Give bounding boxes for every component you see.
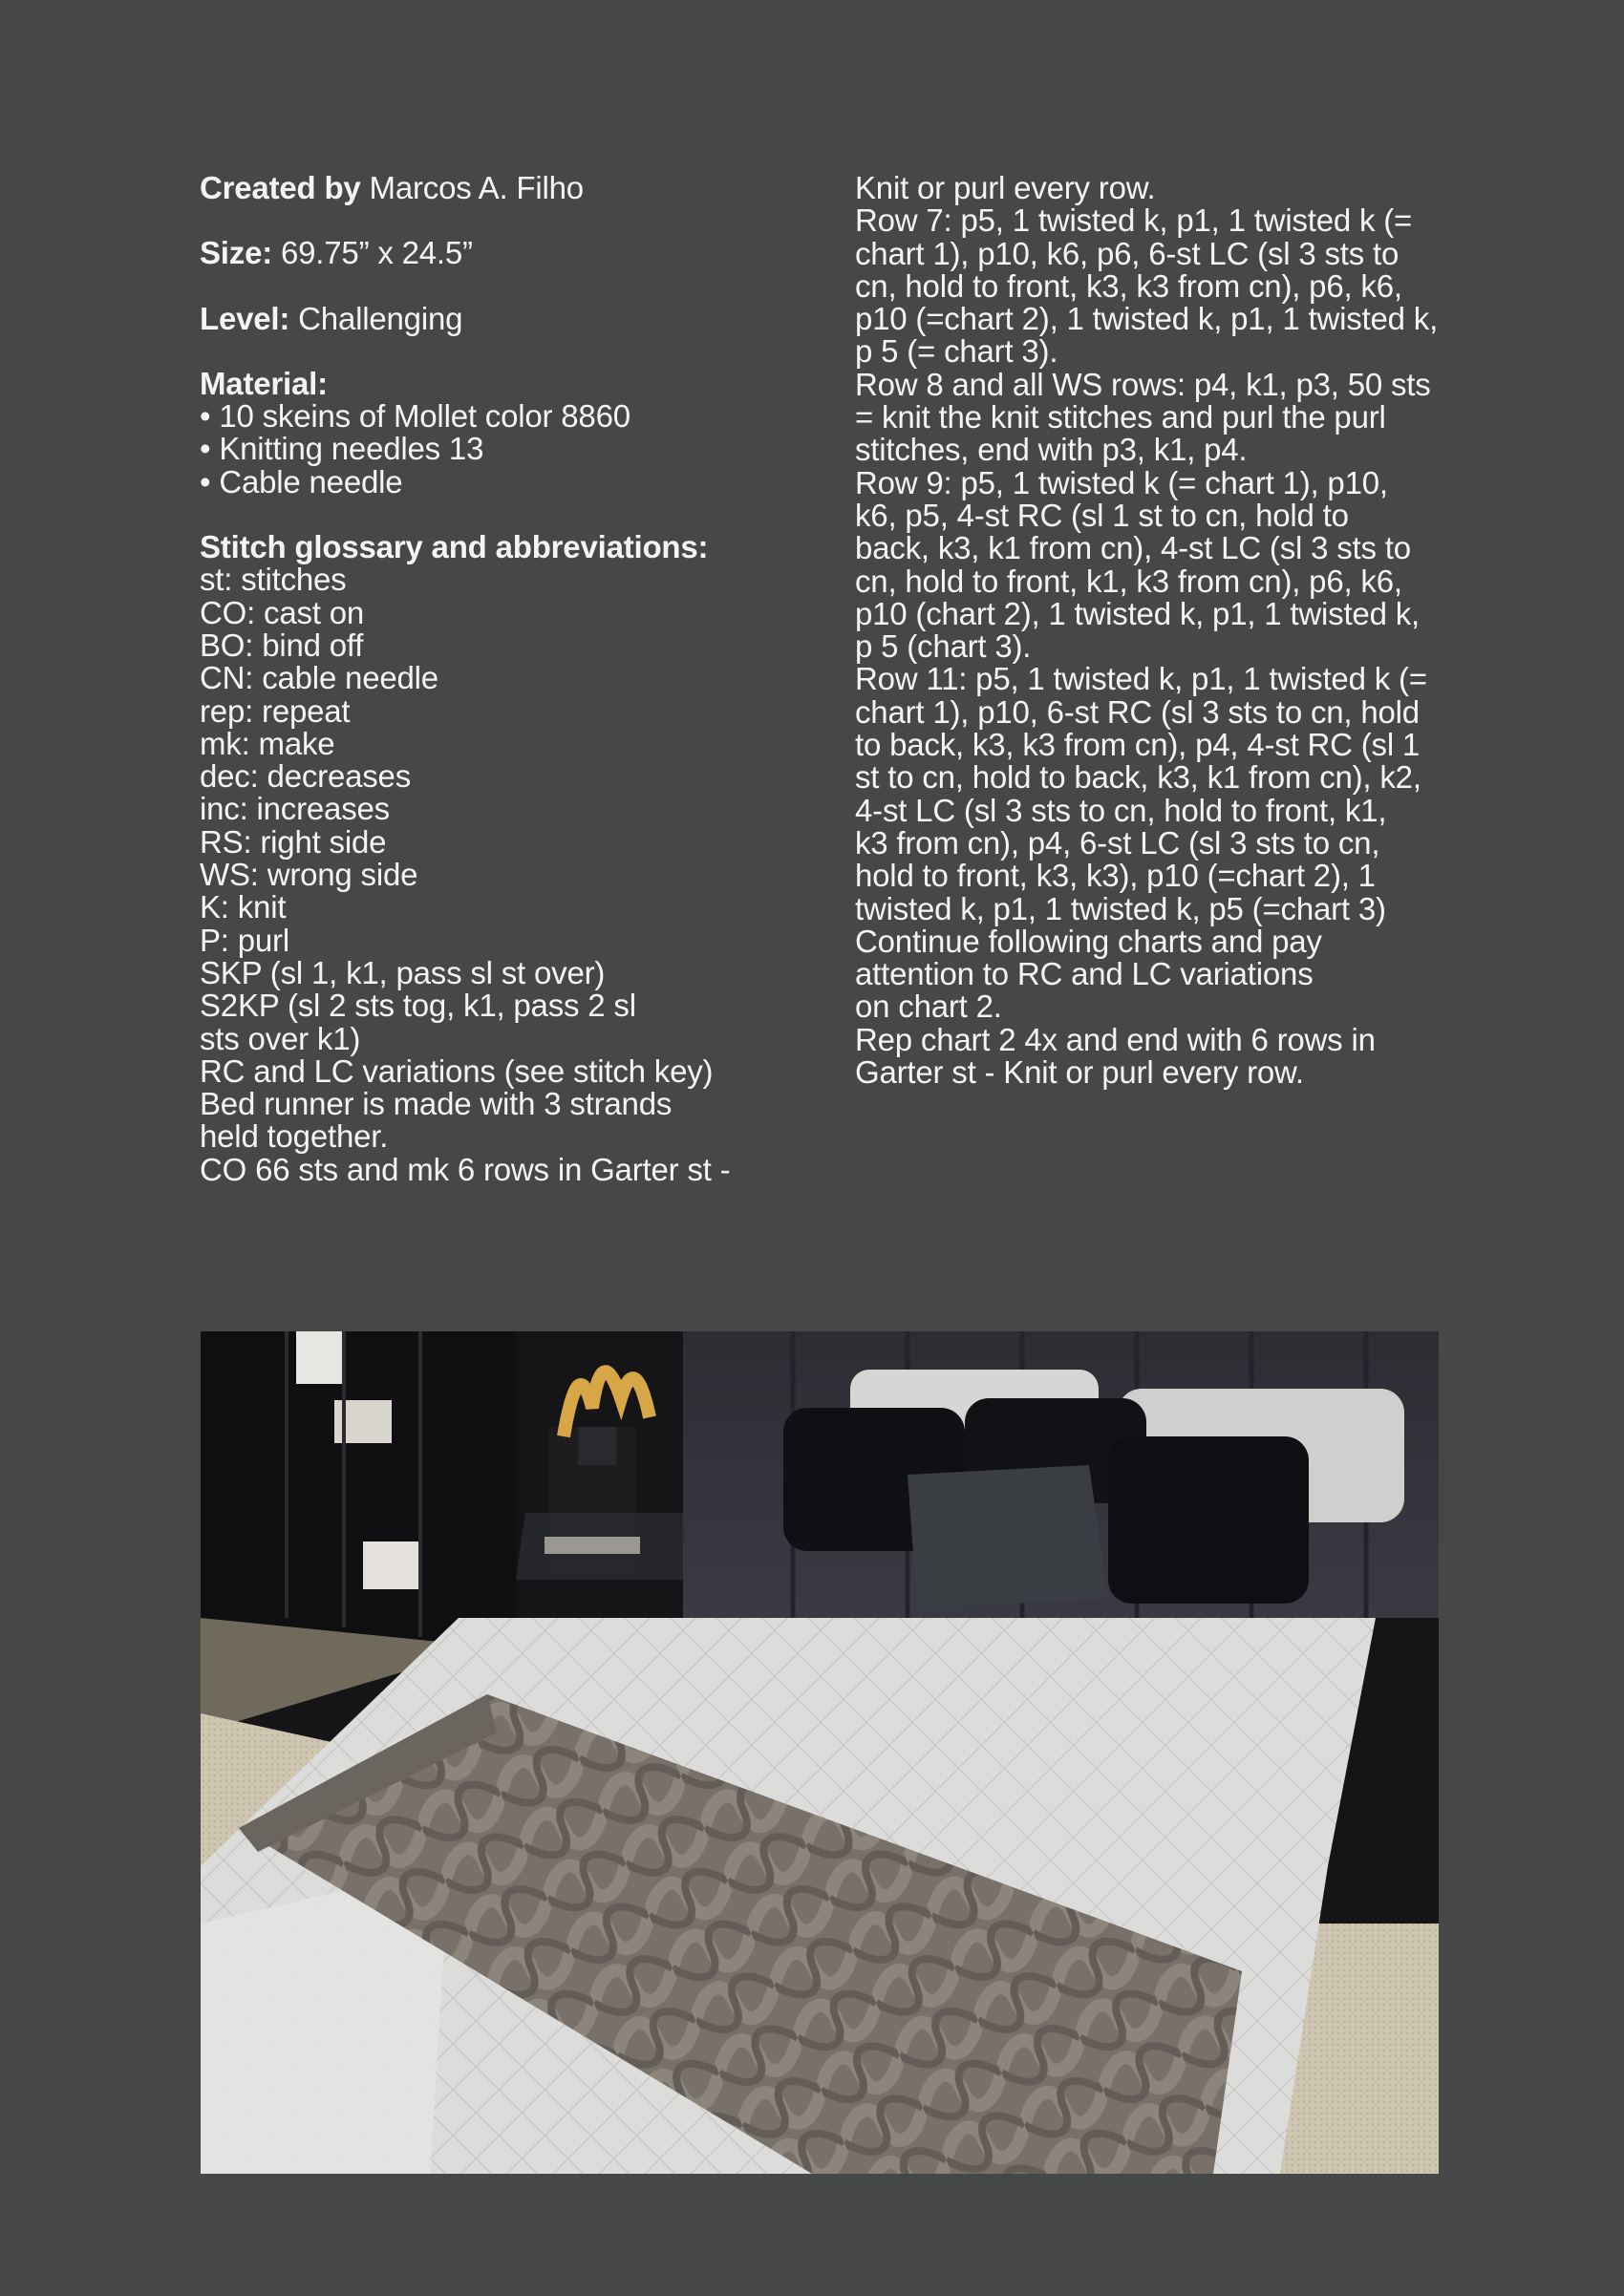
glossary-line: RC and LC variations (see stitch key) xyxy=(200,1052,714,1089)
glossary-line: BO: bind off xyxy=(200,627,364,663)
instruction-line: k6, p5, 4-st RC (sl 1 st to cn, hold to xyxy=(855,497,1349,533)
instruction-line: p 5 (chart 3). xyxy=(855,628,1032,665)
instruction-line: p10 (=chart 2), 1 twisted k, p1, 1 twisted k, xyxy=(855,301,1439,337)
instruction-line: back, k3, k1 from cn), 4-st LC (sl 3 sts to xyxy=(855,530,1411,566)
glossary-heading: Stitch glossary and abbreviations: xyxy=(200,529,709,565)
instruction-line: Garter st - Knit or purl every row. xyxy=(855,1054,1304,1091)
instruction-line: chart 1), p10, 6-st RC (sl 3 sts to cn, hold xyxy=(855,693,1420,730)
level-label: Level: xyxy=(200,300,290,336)
instruction-line: attention to RC and LC variations xyxy=(855,956,1314,992)
instruction-line: st to cn, hold to back, k3, k1 from cn), k2, xyxy=(855,759,1421,796)
instruction-line: twisted k, p1, 1 twisted k, p5 (=chart 3) xyxy=(855,890,1386,926)
glossary-line: st: stitches xyxy=(200,562,347,598)
bedroom-illustration xyxy=(201,1331,1439,2174)
level-field xyxy=(200,300,801,336)
material-item: • 10 skeins of Mollet color 8860 xyxy=(200,398,630,435)
material-section xyxy=(200,365,801,500)
instruction-line: chart 1), p10, k6, p6, 6-st LC (sl 3 sts to xyxy=(855,235,1400,271)
material-item: • Knitting needles 13 xyxy=(200,431,484,467)
instruction-line: 4-st LC (sl 3 sts to cn, hold to front, k1, xyxy=(855,792,1387,828)
glossary-line: K: knit xyxy=(200,889,287,925)
bed-runner-photo xyxy=(201,1331,1439,2174)
created-by-label: Created by xyxy=(200,170,361,205)
glossary-line: S2KP (sl 2 sts tog, k1, pass 2 sl xyxy=(200,988,636,1024)
instruction-line: = knit the knit stitches and purl the purl xyxy=(855,399,1386,436)
instruction-line: Row 8 and all WS rows: p4, k1, p3, 50 sts xyxy=(855,366,1431,402)
size-field xyxy=(200,237,801,269)
glossary-line: rep: repeat xyxy=(200,692,351,729)
material-item: • Cable needle xyxy=(200,463,403,500)
glossary-line: mk: make xyxy=(200,725,335,761)
instruction-line: Row 9: p5, 1 twisted k (= chart 1), p10, xyxy=(855,464,1388,500)
glossary-line: dec: decreases xyxy=(200,758,411,795)
glossary-line: RS: right side xyxy=(200,823,387,860)
instruction-line: to back, k3, k3 from cn), p4, 4-st RC (sl 1 xyxy=(855,727,1421,763)
instruction-line: cn, hold to front, k1, k3 from cn), p6, k6, xyxy=(855,563,1402,599)
glossary-line: Bed runner is made with 3 strands xyxy=(200,1086,673,1122)
instruction-line: cn, hold to front, k3, k3 from cn), p6, k6, xyxy=(855,267,1402,304)
glossary-line: WS: wrong side xyxy=(200,857,418,893)
instruction-line: k3 from cn), p4, 6-st LC (sl 3 sts to cn, xyxy=(855,824,1380,861)
created-by-field xyxy=(200,172,801,204)
size-label: Size: xyxy=(200,235,273,271)
instruction-line: p 5 (= chart 3). xyxy=(855,333,1058,370)
instruction-line: Row 7: p5, 1 twisted k, p1, 1 twisted k (= xyxy=(855,202,1413,239)
created-by-value: Marcos A. Filho xyxy=(360,170,584,205)
instruction-line: p10 (chart 2), 1 twisted k, p1, 1 twisted k, xyxy=(855,595,1420,631)
instruction-line: hold to front, k3, k3), p10 (=chart 2), 1 xyxy=(855,858,1376,894)
glossary-line: SKP (sl 1, k1, pass sl st over) xyxy=(200,954,606,990)
instruction-line: Row 11: p5, 1 twisted k, p1, 1 twisted k (= xyxy=(855,661,1427,697)
instruction-line: Continue following charts and pay xyxy=(855,923,1322,959)
instruction-line: Knit or purl every row. xyxy=(855,170,1156,205)
instructions-column xyxy=(855,172,1485,1089)
glossary-line: P: purl xyxy=(200,922,289,958)
instruction-line: on chart 2. xyxy=(855,989,1002,1025)
glossary-section xyxy=(200,531,801,1186)
glossary-line: inc: increases xyxy=(200,791,390,827)
glossary-line: CN: cable needle xyxy=(200,660,438,696)
glossary-line: held together. xyxy=(200,1118,389,1155)
level-value: Challenging xyxy=(289,300,463,336)
glossary-line: sts over k1) xyxy=(200,1020,361,1056)
pattern-details-column xyxy=(200,172,801,1186)
glossary-line: CO: cast on xyxy=(200,594,365,630)
material-heading: Material: xyxy=(200,365,328,401)
glossary-line: CO 66 sts and mk 6 rows in Garter st - xyxy=(200,1151,731,1187)
instruction-line: Rep chart 2 4x and end with 6 rows in xyxy=(855,1021,1376,1057)
instruction-line: stitches, end with p3, k1, p4. xyxy=(855,432,1248,468)
size-value: 69.75” x 24.5” xyxy=(272,235,473,271)
